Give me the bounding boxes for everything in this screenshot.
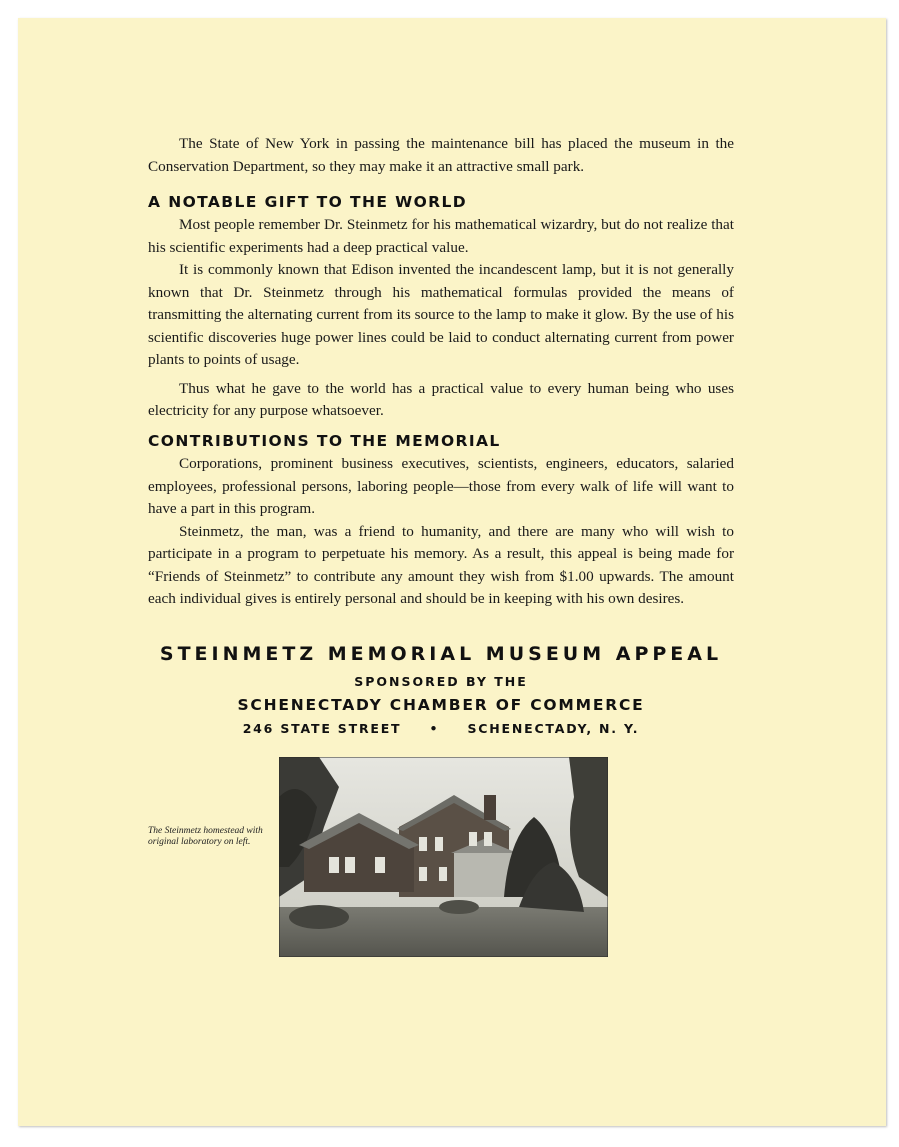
chamber-name: SCHENECTADY CHAMBER OF COMMERCE	[237, 696, 645, 714]
section-heading-contributions: CONTRIBUTIONS TO THE MEMORIAL	[148, 432, 501, 450]
appeal-title: STEINMETZ MEMORIAL MUSEUM APPEAL	[159, 643, 723, 665]
notable-gift-paragraph-2: It is commonly known that Edison invented the incandescent lamp, but it is not generally known that Dr. Steinmetz through his mathematical formulas provided the means of transmitting the alternating current from its source to the lamp to make it glow. By the use of his scientific discoveries huge power lines could be laid to conduct alternating current from power plants to points of usage.	[148, 261, 734, 368]
bullet-separator: •	[429, 721, 440, 736]
notable-gift-paragraph-3: Thus what he gave to the world has a practical value to every human being who uses electricity for any purpose whatsoever.	[148, 379, 734, 419]
contributions-paragraph-1: Corporations, prominent business executives, scientists, engineers, educators, salaried employees, professional persons, laboring people—those from every walk of life will want to have a part in this program.	[148, 455, 734, 517]
intro-paragraph: The State of New York in passing the maintenance bill has placed the museum in the Conservation Department, so they may make it an attractive small park.	[148, 135, 734, 175]
section-contributions	[148, 431, 734, 611]
intro-block	[148, 133, 734, 178]
contributions-paragraph-2: Steinmetz, the man, was a friend to humanity, and there are many who will wish to participate in a program to perpetuate his memory. As a result, this appeal is being made for “Friends of Steinmetz” to contribute any amount they wish from $1.00 upwards. The amount each individual gives is entirely personal and should be in keeping with his own desires.	[148, 522, 734, 607]
street-address: 246 STATE STREET	[242, 721, 402, 736]
section-heading-notable-gift: A NOTABLE GIFT TO THE WORLD	[148, 193, 468, 211]
sponsored-by-line: SPONSORED BY THE	[354, 674, 528, 689]
city-address: SCHENECTADY, N. Y.	[467, 721, 640, 736]
photo-caption: The Steinmetz homestead with original laboratory on left.	[148, 826, 263, 847]
section-notable-gift	[148, 192, 734, 423]
homestead-photo	[279, 757, 608, 957]
address-line	[148, 721, 734, 736]
notable-gift-paragraph-1: Most people remember Dr. Steinmetz for his mathematical wizardry, but do not realize that his scientific experiments had a deep practical value.	[148, 216, 734, 256]
